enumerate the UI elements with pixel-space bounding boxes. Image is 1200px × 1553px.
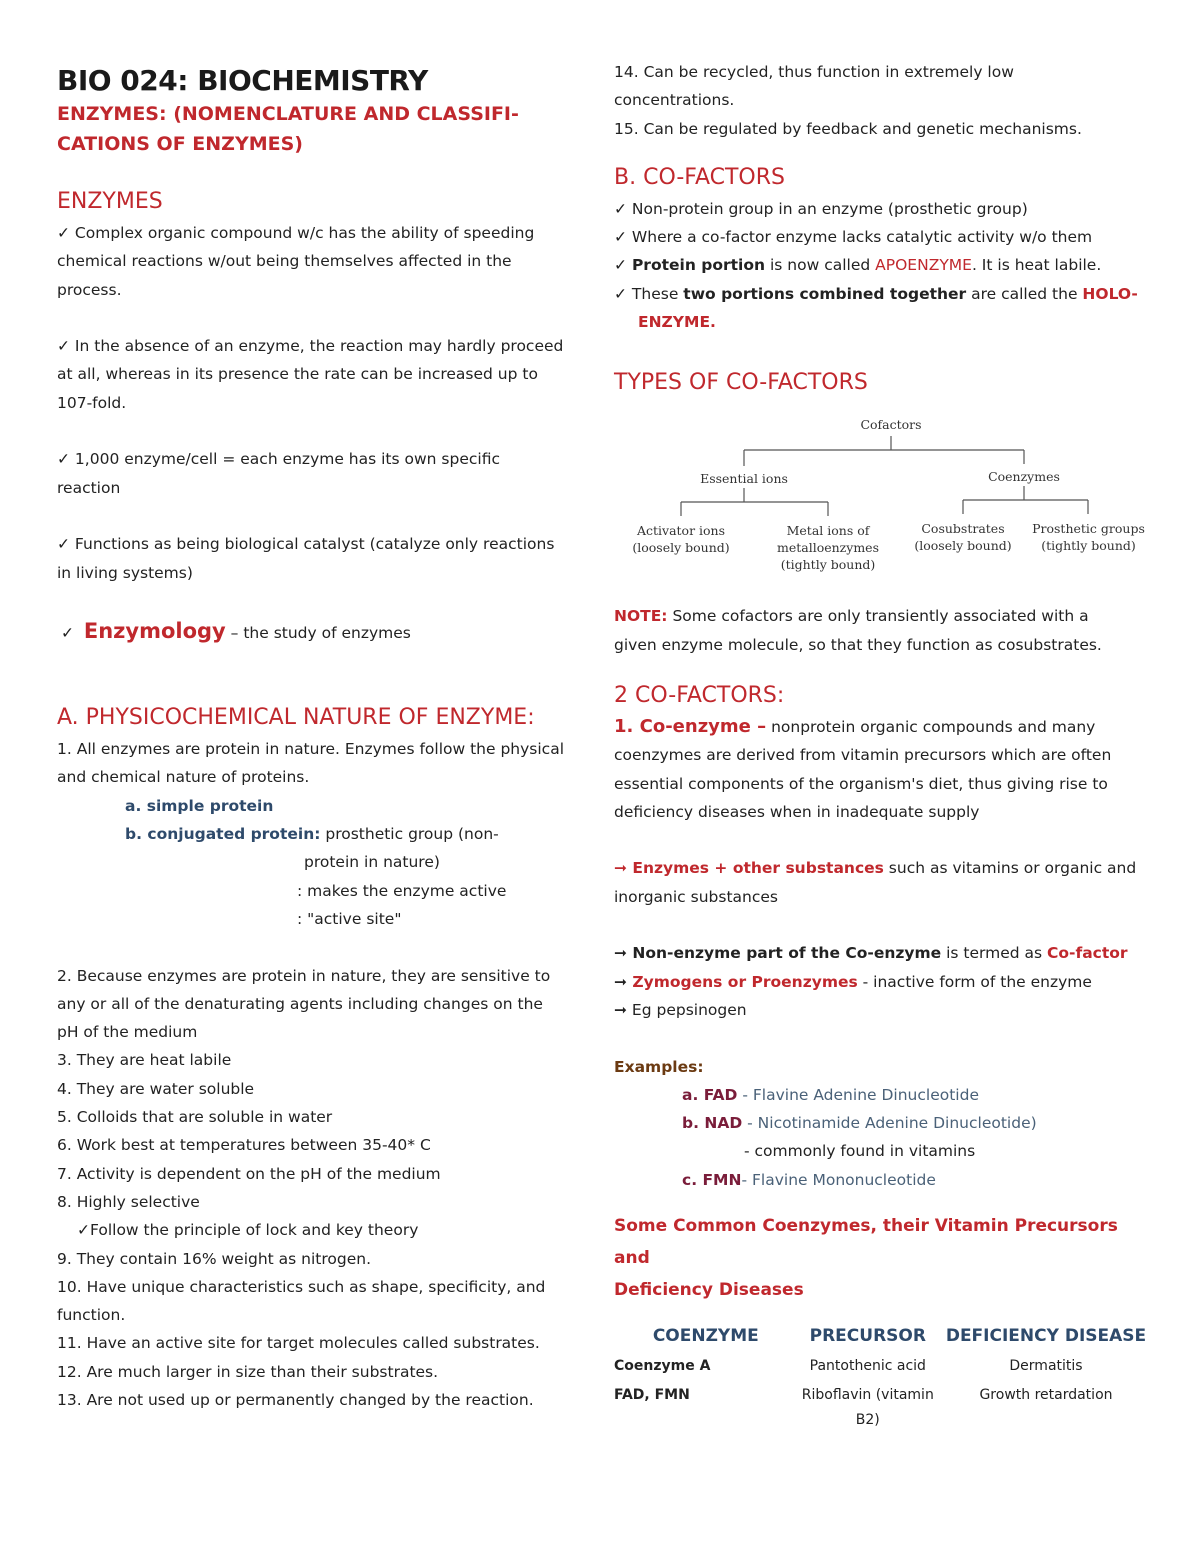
left-column [57,58,587,1414]
enzymes-point-1-line2: chemical reactions w/out being themselves affected in the [57,252,512,271]
table-row: FAD, FMN Riboflavin (vitamin B2) Growth retardation [614,1387,1113,1429]
check-icon: ✓ [614,256,627,275]
enzymes-point-3: ✓ 1,000 enzyme/cell = each enzyme has its own specific [57,450,500,469]
table-header-row [614,1320,1154,1352]
list-item: 3. They are heat labile [57,1051,232,1070]
arrow-icon: ➞ [614,972,627,991]
list-item: 4. They are water soluble [57,1079,255,1098]
diagram-coenzymes-label: Coenzymes [988,469,1060,485]
diagram-essential-ions-label: Essential ions [700,471,788,487]
list-item: 6. Work best at temperatures between 35-40* C [57,1136,431,1155]
holoenzyme-term: ENZYME. [638,313,716,332]
enzymes-point-1-line3: process. [57,280,122,299]
note-line: NOTE: Some cofactors are only transiently associated with a [614,607,1089,626]
diagram-prosthetic-groups-label: Prosthetic groups (tightly bound) [1032,521,1145,554]
conjugated-protein-line: b. conjugated protein: prosthetic group (non- [125,825,499,844]
diagram-cosubstrates-label: Cosubstrates (loosely bound) [914,521,1012,554]
list-item: concentrations. [614,91,735,110]
list-item: : "active site" [297,909,402,928]
diagram-root-label: Cofactors [860,417,922,433]
enzymes-point-2-line3: 107-fold. [57,393,127,412]
list-item: 9. They contain 16% weight as nitrogen. [57,1249,372,1268]
enzymology-term: Enzymology [83,619,226,644]
enzymes-point-3-line2: reaction [57,478,121,497]
list-item: 2. Because enzymes are protein in nature, they are sensitive to [57,966,551,985]
enzymes-heading: ENZYMES [57,189,163,214]
list-item: 11. Have an active site for target molecules called substrates. [57,1334,540,1353]
list-item: function. [57,1306,126,1325]
list-item: 12. Are much larger in size than their substrates. [57,1362,439,1381]
cofactor-point-1: ✓ Non-protein group in an enzyme (prosthetic group) [614,199,1028,218]
coenzyme-definition-line3: essential components of the organism's diet, thus giving rise to [614,774,1108,793]
check-icon: ✓ [57,337,70,356]
types-heading: TYPES OF CO-FACTORS [614,370,868,396]
check-icon: ✓ [614,284,627,303]
list-item: 8. Highly selective [57,1192,200,1211]
column-header: COENZYME [652,1326,759,1347]
column-header: DEFICIENCY DISEASE [945,1326,1147,1347]
list-item: 10. Have unique characteristics such as shape, specificity, and [57,1277,546,1296]
example-fmn: c. FMN- Flavine Mononucleotide [682,1170,936,1189]
right-column [614,58,1154,1435]
arrow-point-3: ➞ Zymogens or Proenzymes - inactive form of the enzyme [614,972,1092,991]
simple-protein-label: a. simple protein [125,796,274,815]
page-subtitle-line1: ENZYMES: (NOMENCLATURE AND CLASSIFI- [57,103,519,125]
diagram-activator-ions-label: Activator ions (loosely bound) [632,523,730,556]
check-icon: ✓ [614,228,627,247]
cofactor-point-2: ✓ Where a co-factor enzyme lacks catalytic activity w/o them [614,228,1093,247]
list-item: and chemical nature of proteins. [57,768,310,787]
coenzyme-definition-line2: coenzymes are derived from vitamin precursors which are often [614,746,1112,765]
list-item: 5. Colloids that are soluble in water [57,1108,333,1127]
check-icon: ✓ [57,535,70,554]
diagram-metal-ions-label: Metal ions of metalloenzymes (tightly bound) [776,523,879,573]
table-row: Coenzyme A Pantothenic acid Dermatitis [614,1358,1083,1375]
arrow-icon: ➞ [614,1000,627,1019]
list-item: 1. All enzymes are protein in nature. Enzymes follow the physical [57,740,564,759]
list-item: 15. Can be regulated by feedback and genetic mechanisms. [614,119,1082,138]
arrow-icon: ➞ [614,859,627,878]
coenzyme-definition-line4: deficiency diseases when in inadequate supply [614,802,980,821]
cofactor-point-4: ✓ These two portions combined together are called the HOLO- [614,284,1138,303]
arrow-point-1-line2: inorganic substances [614,887,778,906]
check-icon: ✓ [614,199,627,218]
example-fad: a. FAD - Flavine Adenine Dinucleotide [682,1085,979,1104]
section-b-heading: B. CO-FACTORS [614,164,785,190]
list-item: pH of the medium [57,1023,198,1042]
list-item: 13. Are not used up or permanently changed by the reaction. [57,1390,534,1409]
enzymes-point-2: ✓ In the absence of an enzyme, the reaction may hardly proceed [57,337,564,356]
list-item: : makes the enzyme active [297,881,507,900]
note-line2: given enzyme molecule, so that they function as cosubstrates. [614,635,1102,654]
list-item: ✓Follow the principle of lock and key theory [77,1221,419,1240]
arrow-point-1: ➞ Enzymes + other substances such as vitamins or organic and [614,859,1137,878]
enzymes-point-2-line2: at all, whereas in its presence the rate can be increased up to [57,365,538,384]
example-nad: b. NAD - Nicotinamide Adenine Dinucleotide) [682,1114,1037,1133]
coenzyme-table [614,1320,1154,1435]
cofactor-tree-diagram [632,410,1145,588]
check-icon: ✓ [57,224,70,242]
list-item: 14. Can be recycled, thus function in extremely low [614,63,1014,81]
arrow-icon: ➞ [614,944,627,963]
list-item: 7. Activity is dependent on the pH of the medium [57,1164,441,1183]
examples-label: Examples: [614,1057,704,1076]
enzymes-point-4-line2: in living systems) [57,563,193,582]
section-a-heading: A. PHYSICOCHEMICAL NATURE OF ENZYME: [57,705,535,731]
cofactor-point-3: ✓ Protein portion is now called APOENZYME. It is heat labile. [614,256,1102,275]
arrow-point-2: ➞ Non-enzyme part of the Co-enzyme is termed as Co-factor [614,944,1128,963]
check-icon: ✓ [57,450,70,469]
two-cofactors-heading: 2 CO-FACTORS: [614,682,785,708]
page-subtitle-line2: CATIONS OF ENZYMES) [57,133,303,155]
enzymology-definition: ✓ Enzymology – the study of enzymes [61,619,411,644]
arrow-point-4: ➞ Eg pepsinogen [614,1000,747,1019]
common-coenzymes-heading: Some Common Coenzymes, their Vitamin Precursors and Deficiency Diseases [614,1216,1118,1301]
enzymes-point-4: ✓ Functions as being biological catalyst (catalyze only reactions [57,535,555,554]
page-title: BIO 024: BIOCHEMISTRY [57,64,428,97]
example-nad-note: - commonly found in vitamins [744,1142,976,1161]
column-header: PRECURSOR [809,1326,926,1347]
list-item: any or all of the denaturating agents including changes on the [57,994,543,1013]
coenzyme-definition: 1. Co-enzyme – nonprotein organic compounds and many [614,715,1096,737]
check-icon: ✓ [61,624,74,643]
list-item: protein in nature) [304,853,440,872]
enzymes-point-1: ✓ Complex organic compound w/c has the ability of speeding [57,224,535,242]
